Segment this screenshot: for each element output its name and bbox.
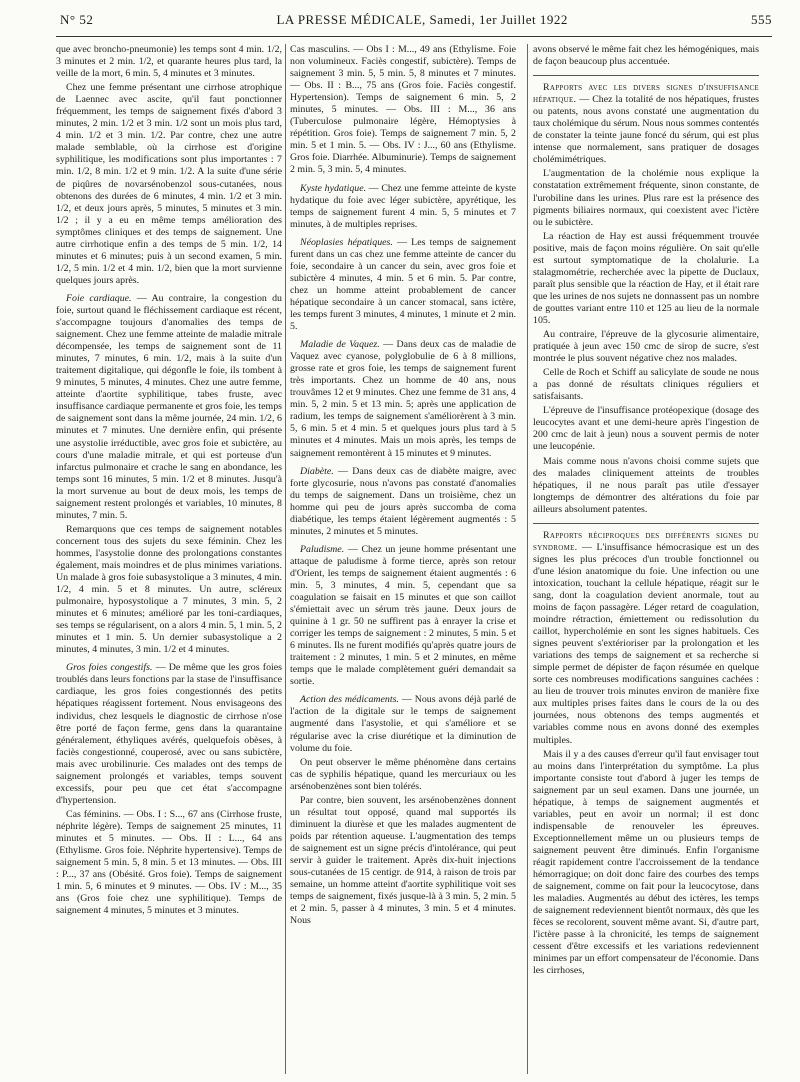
subheading: Action des médicaments. bbox=[300, 694, 399, 706]
section-paragraph bbox=[533, 82, 759, 166]
subheading: Kyste hydatique. bbox=[300, 182, 367, 194]
paragraph: L'épreuve de l'insuffisance protéopexique (dosage des leucocytes avant et une demi-heure après l'ingestion de 200 cmc de lait à jeun) nous a souvent permis de noter une leucopénie. bbox=[533, 405, 759, 453]
subheading: Gros foies congestifs. bbox=[66, 662, 153, 674]
paragraph: Au contraire, l'épreuve de la glycosurie alimentaire, pratiquée à jeun avec 150 cmc de sirop de sucre, s'est montrée le plus souvent négative chez nos malades. bbox=[533, 329, 759, 365]
section-paragraph bbox=[290, 339, 516, 459]
subheading: Maladie de Vaquez. bbox=[300, 339, 380, 351]
paragraph-text: — Les temps de saignement furent dans un cas chez une femme atteinte de cancer du foie, secondaire à un cancer du sein, avec gros foie et subictère 4 minutes, 4 min. 5 et 6 min. 5. Par contre, chez un homme atteint probablement de cancer hépatique secondaire à un cancer stomacal, sans ictère, les temps furent 3 minutes, 4 minutes, 1 minute et 2 min. 5. bbox=[290, 236, 516, 333]
paragraph-text: — Dans deux cas de diabète maigre, avec forte glycosurie, nous n'avons pas constaté d'anomalies du temps de saignement. Dans un troisième, chez un homme qui peu de jours après succomba de coma diabétique, les temps étaient légèrement augmentés : 5 minutes, 2 minutes et 5 minutes. bbox=[290, 465, 516, 537]
section-paragraph bbox=[290, 237, 516, 333]
paragraph-text: — De même que les gros foies troublés dans leurs fonctions par la stase de l'insuffisance cardiaque, les gros foies congestionnés des petits hépatiques réagissent fortement. Nous envisageons des individus, chez lesquels le diagnostic de cirrhose n'ose être porté de façon ferme, gens dans la quarantaine généralement, éthyliques avérés, quelquefois obèses, à faciès congestionné, couperosé, avec ou sans subictère, mais avec urobilinurie. Ces malades ont des temps de saignement prolongés et variables, temps souvent excessifs, pour peu que cet état s'accompagne d'hypertension. bbox=[56, 662, 282, 806]
paragraph-text: — L'insuffisance hémocrasique est un des signes les plus précoces d'un trouble fonctionnel ou d'une lésion anatomique du foie. Une infection ou une intoxication, touchant la cellule hépatique, réagit sur le sang, dont la coagulation devient anormale, tout au moins de façon passagère. Léger retard de coagulation, moindre rétraction, émiettement ou redissolution du caillot, hypercholémie en sont les signes habituels. Ces signes peuvent s'extérioriser par la prolongation et les variations des temps de saignement et sa recherche si simple permet de dépister de façon résumée en quelque sorte ces nombreuses modifications sanguines cachées : au lieu de trouver trois minutes environ de manière fixe aux multiples prises faites dans le cours de la ou des journées, nous obtenons des temps augmentés et variables comme nous en avons donné des exemples multiples. bbox=[533, 541, 759, 746]
section-heading: Rapports avec les divers signes d'insuffisance hépatique. bbox=[533, 82, 759, 106]
column-right bbox=[533, 44, 759, 1074]
paragraph: Par contre, bien souvent, les arsénobenzènes donnent un résultat tout opposé, quand mal supportés ils diminuent la diurèse et que les malades augmentent de poids par rétention aqueuse. L'augmentation des temps de saignement est un signe précis d'intolérance, qui peut servir à guider le traitement. Après dix-huit injections sous-cutanées de 15 centigr. de 914, à raison de trois par semaine, un homme atteint d'aortite syphilitique voit ses temps de saignement, fixés jusque-là à 3 min. 5, 2 min. 5 et 2 min. 5, passer à 4 minutes, 3 min. 5 et 4 minutes. Nous bbox=[290, 794, 516, 927]
section-paragraph bbox=[290, 544, 516, 689]
running-title: LA PRESSE MÉDICALE, Samedi, 1er Juillet 1922 bbox=[276, 12, 568, 27]
paragraph: Mais comme nous n'avons choisi comme sujets que des malades cliniquement atteints de troubles hépatiques, il ne nous paraît pas utile d'essayer longtemps de démontrer des altérations du foie par ailleurs absolument patentes. bbox=[533, 455, 759, 515]
section-paragraph bbox=[56, 293, 282, 522]
column-middle bbox=[290, 44, 516, 1074]
subheading: Paludisme. bbox=[300, 543, 345, 555]
page-header bbox=[60, 12, 772, 34]
subheading: Diabète. bbox=[300, 465, 334, 477]
subheading: Foie cardiaque. bbox=[66, 292, 132, 304]
section-paragraph bbox=[290, 466, 516, 538]
section-paragraph bbox=[533, 530, 759, 747]
paragraph: Chez une femme présentant une cirrhose atrophique de Laennec avec ascite, qu'il faut ponctionner fréquemment, les temps de saignement fixés d'abord 3 minutes, 2 min. 1/2 et 3 min. 1/2 sont un mois plus tard, 4 min. 1/2 et 3 min. 1/2. Par contre, chez une autre malade semblable, où la cirrhose est d'origine syphilitique, les modifications sont plus importantes : 7 min. 1/2, 8 min. 1/2 et 9 min. 1/2. A la suite d'une série de piqûres de novarsénobenzol sous-cutanées, nous obtenons des durées de 6 minutes, 4 min. 1/2 et 3 min. 1/2, et deux jours après, 5 minutes, 5 minutes et 3 min. 1/2 ; il y a eu en même temps amélioration des symptômes cliniques et des temps de saignement. Une autre cirrhotique enfin a des temps de 5 min. 1/2, 14 minutes et 6 minutes; puis à un second examen, 5 min. 1/2, 5 min. 1/2 et 4 min. 1/2, bien que la mort survienne quelques jours après. bbox=[56, 82, 282, 286]
paragraph-text: — Chez une femme atteinte de kyste hydatique du foie avec léger subictère, apyrétique, les temps de saignement furent 4 min. 5, 5 minutes et 7 minutes, à de multiples reprises. bbox=[290, 182, 516, 230]
section-paragraph bbox=[56, 662, 282, 807]
section-rule bbox=[533, 75, 759, 76]
column-separator bbox=[527, 44, 528, 1074]
paragraph-text: — Chez la totalité de nos hépatiques, frustes ou patents, nous avons constaté une augmentation du taux cholémique du sérum. Nous nous sommes contentés de constater la teinte jaune foncé du sérum, qui est plus intense que normalement, sans pratiquer de dosages cholémimétriques. bbox=[533, 94, 759, 166]
paragraph: que avec broncho-pneumonie) les temps sont 4 min. 1/2, 3 minutes et 2 min. 1/2, et quarante heures plus tard, la veille de la mort, 6 min. 5, 4 minutes et 3 minutes. bbox=[56, 44, 282, 80]
header-rule bbox=[56, 36, 772, 37]
paragraph: La réaction de Hay est aussi fréquemment trouvée positive, mais de façon moins régulière. On sait qu'elle est surtout symptomatique de la cholalurie. La stalagmométrie, recherchée avec la pipette de Duclaux, paraît plus sensible que la réaction de Hay, et il était rare que les urines de nos sujets ne donnassent pas un nombre de gouttes variant entre 110 et 125 au lieu de la normale 105. bbox=[533, 230, 759, 326]
paragraph: L'augmentation de la cholémie nous explique la constatation extrêmement fréquente, sinon constante, de l'urobiline dans les urines. Plus rare est la présence des pigments biliaires normaux, qui coexistent avec l'ictère ou le subictère. bbox=[533, 168, 759, 228]
paragraph-text: — Chez un jeune homme présentant une attaque de paludisme à forme tierce, après son retour d'Orient, les temps de saignement étaient augmentés : 6 min. 5, 3 minutes, 4 min. 5, cependant que sa coagulation se faisait en 15 minutes et que son caillot s'émiettait avec un sérum très jaune. Deux jours de quinine à 1 gr. 50 ne suffirent pas à enrayer la crise et corriger les temps de saignement : 2 minutes, 5 min. 5 et 6 minutes. Ils ne furent modifiés qu'après quatre jours de traitement : 2 minutes, 1 min. 5 et 2 minutes, en même temps que le malade complètement guéri demandait sa sortie. bbox=[290, 543, 516, 688]
paragraph: Remarquons que ces temps de saignement notables concernent tous des sujets du sexe féminin. Chez les hommes, l'asystolie donne des prolongations constantes également, mais moindres et de plus minimes variations. Un malade à gros foie subasystolique a 3 minutes, 4 min. 1/2, 4 min. 5 et 8 minutes. Un autre, scléreux pulmonaire, hyposystolique a 7 minutes, 3 min. 5, 2 minutes et 6 minutes; amélioré par les toni-cardiaques, ses temps se régularisent, on a alors 4 min. 5, 1 min. 5, 2 minutes et 1 min. 5. Un dernier subasystolique a 2 minutes, 4 minutes, 3 min. 1/2 et 4 minutes. bbox=[56, 523, 282, 656]
page-number: 555 bbox=[750, 12, 772, 27]
paragraph: On peut observer le même phénomène dans certains cas de syphilis hépatique, quand les mercuriaux ou les arsénobenzènes sont bien tolérés. bbox=[290, 756, 516, 792]
paragraph: avons observé le même fait chez les hémogéniques, mais de façon beaucoup plus accentuée. bbox=[533, 44, 759, 68]
subheading: Néoplasies hépatiques. bbox=[300, 236, 393, 248]
section-heading: Rapports réciproques des différents signes du syndrome. bbox=[533, 529, 759, 553]
section-paragraph bbox=[290, 694, 516, 754]
paragraph: Cas féminins. — Obs. I : S..., 67 ans (Cirrhose fruste, néphrite légère). Temps de saignement 25 minutes, 11 minutes et 5 minutes. — Obs. II : L..., 64 ans (Ethylisme. Gros foie. Néphrite hypertensive). Temps de saignement 5 min. 5, 8 min. 5 et 13 minutes. — Obs. III : P..., 37 ans (Obésité. Gros foie). Temps de saignement 1 min. 5, 6 minutes et 9 minutes. — Obs. IV : M..., 35 ans (Gros foie chez une syphilitique). Temps de saignement 4 minutes, 5 minutes et 3 minutes. bbox=[56, 808, 282, 917]
column-separator bbox=[285, 44, 286, 1074]
paragraph: Cas masculins. — Obs I : M..., 49 ans (Ethylisme. Foie non volumineux. Faciès congestif, subictère). Temps de saignement 3 min. 5, 5 min. 5, 8 minutes et 7 minutes. — Obs. II : B..., 75 ans (Gros foie. Faciès congestif. Hypertension). Temps de saignement 6 min. 5, 2 minutes, 5 minutes. — Obs. III : M..., 36 ans (Tuberculose pulmonaire légère, Hémoptysies à répétition. Gros foie). Temps de saignement 7 min. 5, 2 min. 5 et 1 min. 5. — Obs. IV : J..., 60 ans (Ethylisme. Gros foie. Diarrhée. Albuminurie). Temps de saignement 2 min. 5, 3 min. 5, 4 minutes. bbox=[290, 44, 516, 176]
paragraph-text: — Au contraire, la congestion du foie, surtout quand le fléchissement cardiaque est récent, s'accompagne toujours d'anomalies des temps de saignement. Chez une femme atteinte de maladie mitrale décompensée, les temps de saignement sont de 11 minutes, 7 minutes, 6 min. 1/2, mais à la suite d'un traitement digitalique, qui dégonfle le foie, ils tombent à 9 minutes, 5 minutes, 4 minutes. Chez une autre femme, atteinte d'aortite syphilitique, tabes fruste, avec insuffisance cardiaque permanente et gros foie, les temps de saignement sont dans la même journée, 24 min. 1/2, 6 minutes et 7 minutes. Une dernière enfin, qui présente une asystolie irréductible, avec gros foie et subictère, au cours d'une maladie mitrale, et qui est porteuse d'un infarctus pulmonaire et crache le sang en abondance, les temps sont 16 minutes, 5 min. 1/2 et 8 minutes. Jusqu'à la mort survenue au bout de deux mois, les temps de saignement restent prolongés et variables, 10 minutes, 8 minutes, 7 min. 5. bbox=[56, 292, 282, 521]
section-rule bbox=[533, 523, 759, 524]
paragraph: Celle de Roch et Schiff au salicylate de soude ne nous a pas donné de résultats cliniques réguliers et satisfaisants. bbox=[533, 367, 759, 403]
issue-number: N° 52 bbox=[60, 12, 94, 27]
paragraph-text: — Dans deux cas de maladie de Vaquez avec cyanose, polyglobulie de 6 à 8 millions, grosse rate et gros foie, les temps de saignement furent très importants. Chez un homme de 40 ans, nous trouvâmes 12 et 9 minutes. Chez une femme de 31 ans, 4 min. 5, 2 min. 5 et 13 min. 5; après une application de radium, les temps de saignement s'améliorèrent à 3 min. 5, 6 min. 5 et 4 min. 5 et quelques jours plus tard à 5 minutes et 4 minutes. Mais un mois après, les temps de saignement remontèrent à 15 minutes et 9 minutes. bbox=[290, 339, 516, 459]
paragraph: Mais il y a des causes d'erreur qu'il faut envisager tout au moins dans l'interprétation du symptôme. La plus importante consiste tout d'abord à juger les temps de saignement par un seul examen. Dans une journée, un hépatique, à temps de saignement augmentés et variables, peut en avoir un normal; il est donc indispensable de renouveler les épreuves. Exceptionnellement même un ou plusieurs temps de saignement peuvent être diminués. Enfin l'organisme réagit rapidement contre l'accroissement de la tendance hémorragique; on doit donc faire des courbes des temps de saignement, comme on fait pour la leucocytose, dans les maladies. Augmentés au début des ictères, les temps de saignement redeviennent bientôt normaux, dès que les fèces se recolorent, souvent même avant. Si, d'autre part, l'ictère passe à la chronicité, les temps de saignement cessent d'être excessifs et les variations redeviennent minimes par un effort compensateur de l'économie. Dans les cirrhoses, bbox=[533, 748, 759, 977]
column-left bbox=[56, 44, 282, 1074]
section-paragraph bbox=[290, 183, 516, 231]
paragraph-text: — Nous avons déjà parlé de l'action de la digitale sur le temps de saignement augmenté dans l'asystolie, et qui s'améliore et se régularise avec la crise diurétique et la diminution de volume du foie. bbox=[290, 694, 516, 754]
